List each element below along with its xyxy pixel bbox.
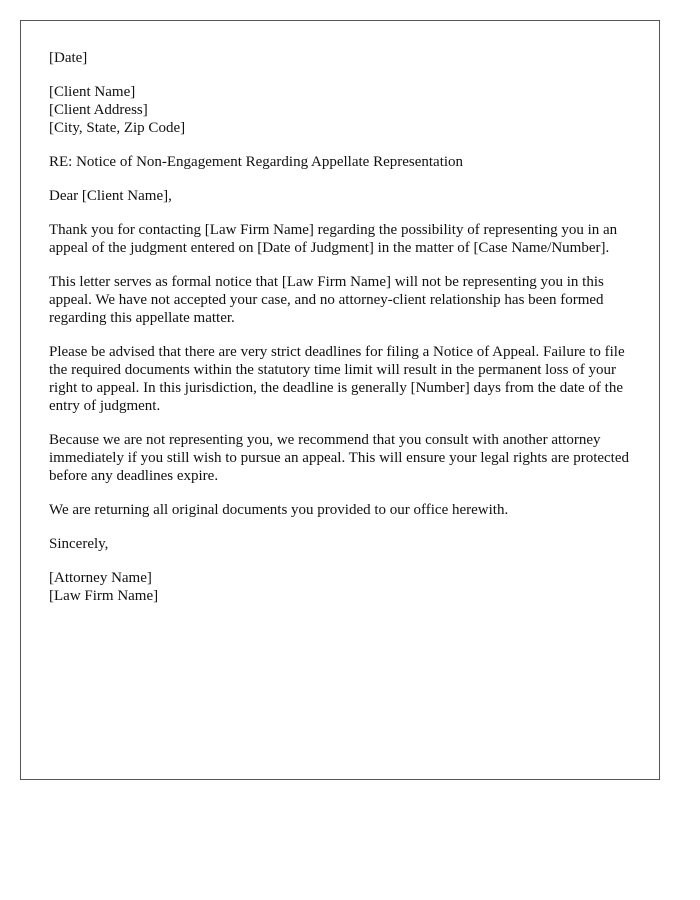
body-paragraph-intro: Thank you for contacting [Law Firm Name] regarding the possibility of representing you in an appeal of the judgment entered on [Date of Judgment] in the matter of [Case Name/Number]. xyxy=(49,222,618,256)
recipient-name: [Client Name] xyxy=(49,84,136,100)
signature-firm-name: [Law Firm Name] xyxy=(49,588,159,604)
closing: Sincerely, xyxy=(49,536,109,552)
salutation: Dear [Client Name], xyxy=(49,188,172,204)
body-paragraph-recommendation: Because we are not representing you, we recommend that you consult with another attorney immediately if you still wish to pursue an appeal. This will ensure your legal rights are protected before any deadlines expire. xyxy=(49,432,629,484)
letter-date: [Date] xyxy=(49,50,88,66)
subject-line: RE: Notice of Non-Engagement Regarding Appellate Representation xyxy=(49,154,464,170)
body-paragraph-deadlines: Please be advised that there are very strict deadlines for filing a Notice of Appeal. Failure to file the required documents within the statutory time limit will result in the permanent loss of your right to appeal. In this jurisdiction, the deadline is generally [Number] days from the date of the entry of judgment. xyxy=(49,344,625,414)
signature-block xyxy=(49,569,631,605)
letter-page xyxy=(20,20,660,780)
body-paragraph-notice: This letter serves as formal notice that [Law Firm Name] will not be representing you in this appeal. We have not accepted your case, and no attorney-client relationship has been formed regarding this appellate matter. xyxy=(49,274,604,326)
attorney-name: [Attorney Name] xyxy=(49,570,152,586)
recipient-address-block xyxy=(49,83,631,137)
recipient-address: [Client Address] xyxy=(49,102,148,118)
recipient-city-state-zip: [City, State, Zip Code] xyxy=(49,120,186,136)
body-paragraph-documents: We are returning all original documents you provided to our office herewith. xyxy=(49,502,509,518)
